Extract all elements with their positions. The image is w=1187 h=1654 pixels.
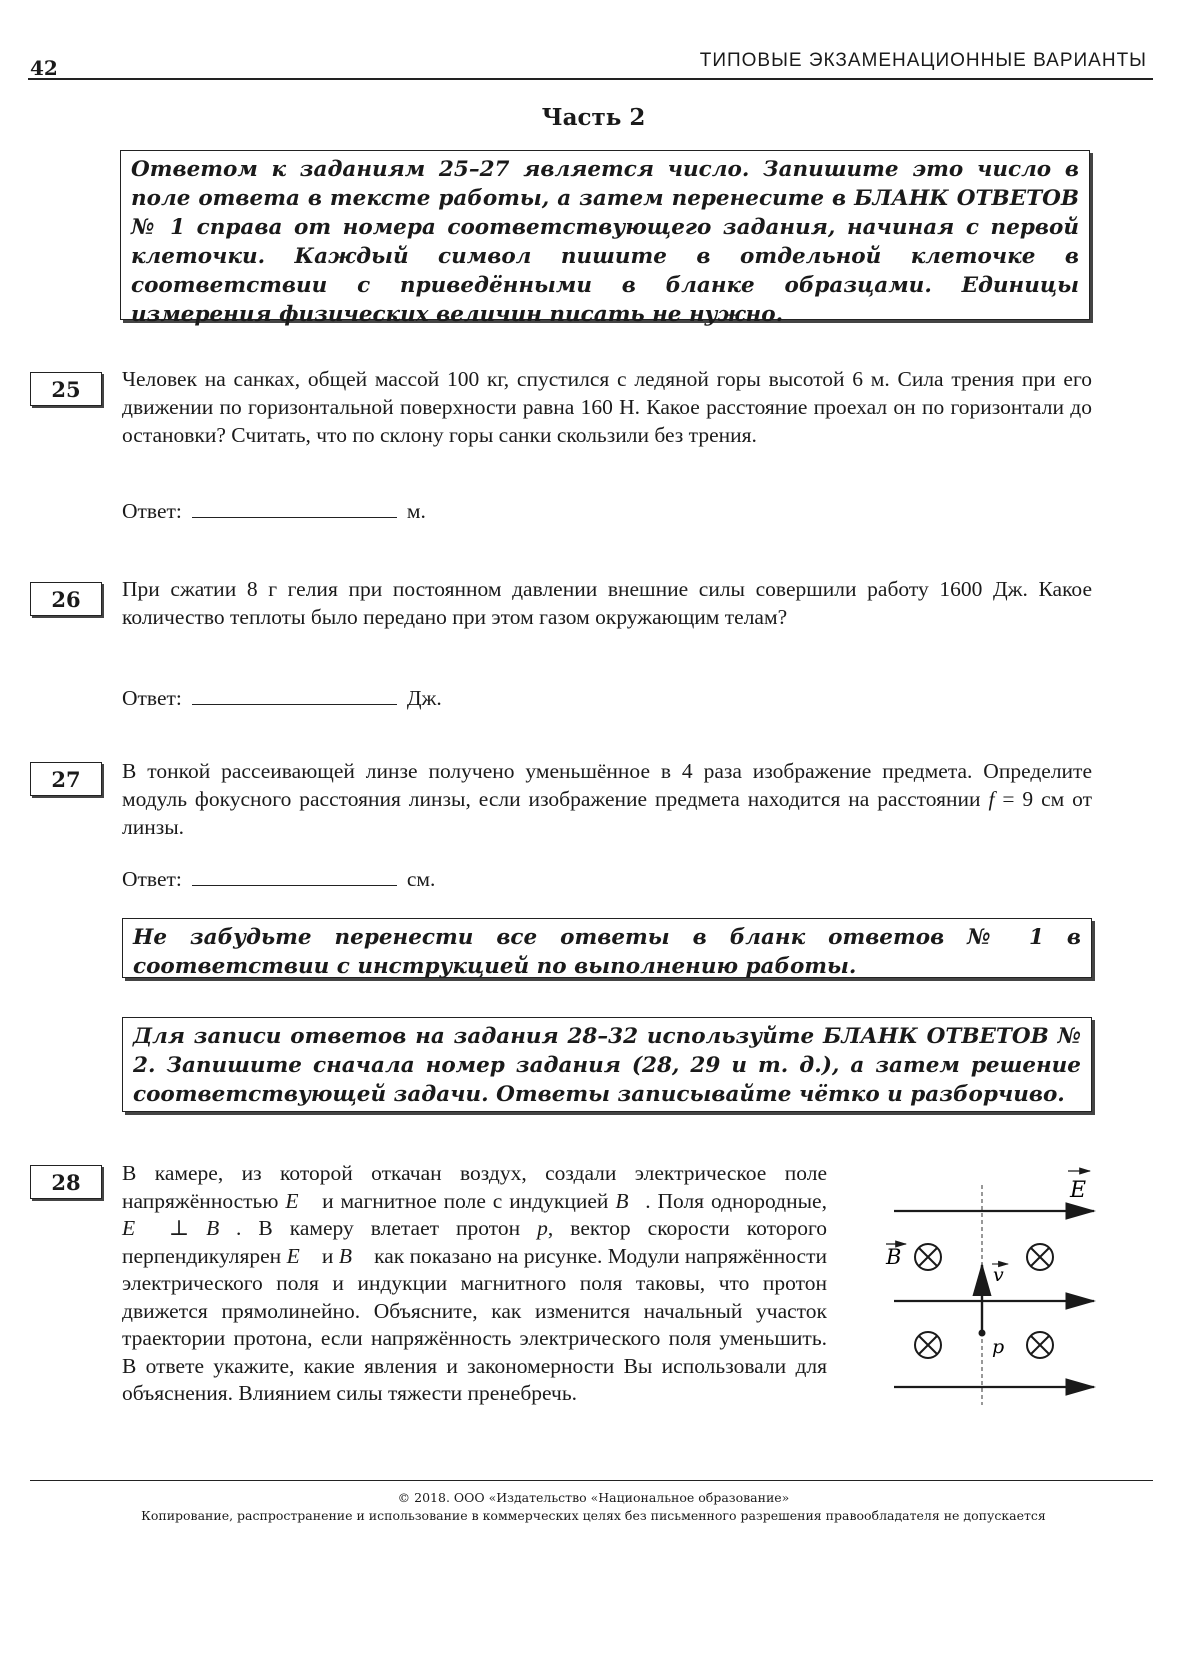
task-28-text-c: . Поля однородные,	[645, 1188, 827, 1213]
answer-label-27: Ответ:	[122, 867, 182, 891]
task-text-27	[122, 757, 1092, 841]
p-label: p	[992, 1336, 1005, 1358]
task-number-28: 28	[30, 1165, 102, 1199]
answer-field-26[interactable]	[192, 684, 397, 705]
footer-copyright: © 2018. ООО «Издательство «Национальное образование»	[397, 1490, 790, 1505]
instruction-text-2: Не забудьте перенести все ответы в бланк ответов № 1 в соответствии с инструкцией по выполнению работы.	[133, 925, 1081, 979]
task-number-26: 26	[30, 582, 102, 616]
task-28-sym-b-1: B⃗	[615, 1188, 646, 1213]
task-28-text-f: и	[316, 1243, 339, 1268]
page-number: 42	[30, 56, 58, 80]
into-page-icon-4	[1027, 1332, 1053, 1358]
task-28-body	[122, 1160, 827, 1408]
task-28-var-p: p	[537, 1216, 548, 1240]
answer-label-25: Ответ:	[122, 499, 182, 523]
into-page-icon-1	[915, 1244, 941, 1270]
proton-dot	[979, 1330, 986, 1337]
task-28-sym-e-1: E⃗	[285, 1188, 316, 1213]
answer-unit-27: см.	[406, 867, 436, 891]
header-rule	[28, 78, 1153, 80]
part-title: Часть 2	[541, 104, 646, 131]
task-27-var-f: f	[988, 787, 995, 811]
task-text-26	[122, 575, 1092, 631]
answer-field-27[interactable]	[192, 865, 397, 886]
task-28-text-a: В камере, из которой откачан воздух, создали электрическое поле напряжённостью	[122, 1161, 827, 1213]
task-28-text-e: , вектор скорости которого перпендикулярен	[122, 1216, 828, 1268]
task-28-sym-e-2: E⃗	[286, 1243, 317, 1268]
task-26-body: При сжатии 8 г гелия при постоянном давлении внешние силы совершили работу 1600 Дж. Какое количество теплоты было передано при этом газом окружающим телам?	[122, 577, 1092, 629]
task-27-text-a: В тонкой рассеивающей линзе получено уменьшённое в 4 раза изображение предмета. Определите модуль фокусного расстояния линзы, если изображение предмета находится на расстоянии	[122, 759, 1092, 811]
task-27-body	[122, 757, 1092, 841]
instruction-box-2	[122, 918, 1092, 978]
instruction-box-1	[120, 150, 1090, 327]
answer-unit-26: Дж.	[406, 686, 442, 710]
answer-27	[122, 865, 435, 892]
answer-unit-25: м.	[406, 499, 426, 523]
instruction-text-1: Ответом к заданиям 25–27 является число. Запишите это число в поле ответа в тексте работы, а затем перенесите в БЛАНК ОТВЕТОВ № 1 справа от номера соответствующего задания, начиная с первой клеточки. Каждый символ пишите в отдельной клеточке в соответствии с приведёнными в бланке образцами. Единицы измерения физических величин писать не нужно.	[131, 157, 1079, 327]
task-28-text-d: . В камеру влетает протон	[235, 1216, 538, 1240]
instruction-text-3: Для записи ответов на задания 28–32 используйте БЛАНК ОТВЕТОВ № 2. Запишите сначала номер задания (28, 29 и т. д.), а затем решение соответствующей задачи. Ответы записывайте чётко и разборчиво.	[133, 1024, 1081, 1107]
instruction-box-3	[122, 1017, 1092, 1112]
into-page-icon-3	[915, 1332, 941, 1358]
task-28-sym-perp: E⃗ ⊥ B⃗	[122, 1216, 236, 1240]
footer-notice: Копирование, распространение и использование в коммерческих целях без письменного разрешения правообладателя не допускается	[141, 1508, 1046, 1523]
field-diagram	[880, 1165, 1110, 1420]
answer-field-25[interactable]	[192, 497, 397, 518]
task-28-text-b: и магнитное поле с индукцией	[315, 1188, 616, 1213]
task-text-28	[122, 1160, 827, 1408]
task-27-text-b: = 9 см от линзы.	[122, 787, 1092, 839]
into-page-icon-2	[1027, 1244, 1053, 1270]
b-label: B	[886, 1245, 902, 1269]
task-number-25: 25	[30, 372, 102, 406]
task-text-25	[122, 365, 1092, 449]
e-label: E	[1070, 1178, 1087, 1203]
answer-label-26: Ответ:	[122, 686, 182, 710]
v-label: v	[993, 1264, 1004, 1286]
footer-rule	[30, 1480, 1153, 1481]
task-number-27: 27	[30, 762, 102, 796]
running-title: ТИПОВЫЕ ЭКЗАМЕНАЦИОННЫЕ ВАРИАНТЫ	[699, 50, 1147, 71]
answer-25	[122, 497, 426, 524]
task-28-sym-b-2: B⃗	[338, 1243, 369, 1268]
task-28-text-g: как показано на рисунке. Модули напряжённости электрического поля и индукции магнитного поля таковы, что протон движется прямолинейно. Объясните, как изменится начальный участок траектории протона, если напряжённость электрического поля уменьшить. В ответе укажите, какие явления и закономерности Вы использовали для объяснения. Влиянием силы тяжести пренебречь.	[122, 1243, 827, 1405]
task-25-body: Человек на санках, общей массой 100 кг, спустился с ледяной горы высотой 6 м. Сила трения при его движении по горизонтальной поверхности равна 160 Н. Какое расстояние проехал он по горизонтали до остановки? Считать, что по склону горы санки скользили без трения.	[122, 367, 1092, 447]
answer-26	[122, 684, 442, 711]
